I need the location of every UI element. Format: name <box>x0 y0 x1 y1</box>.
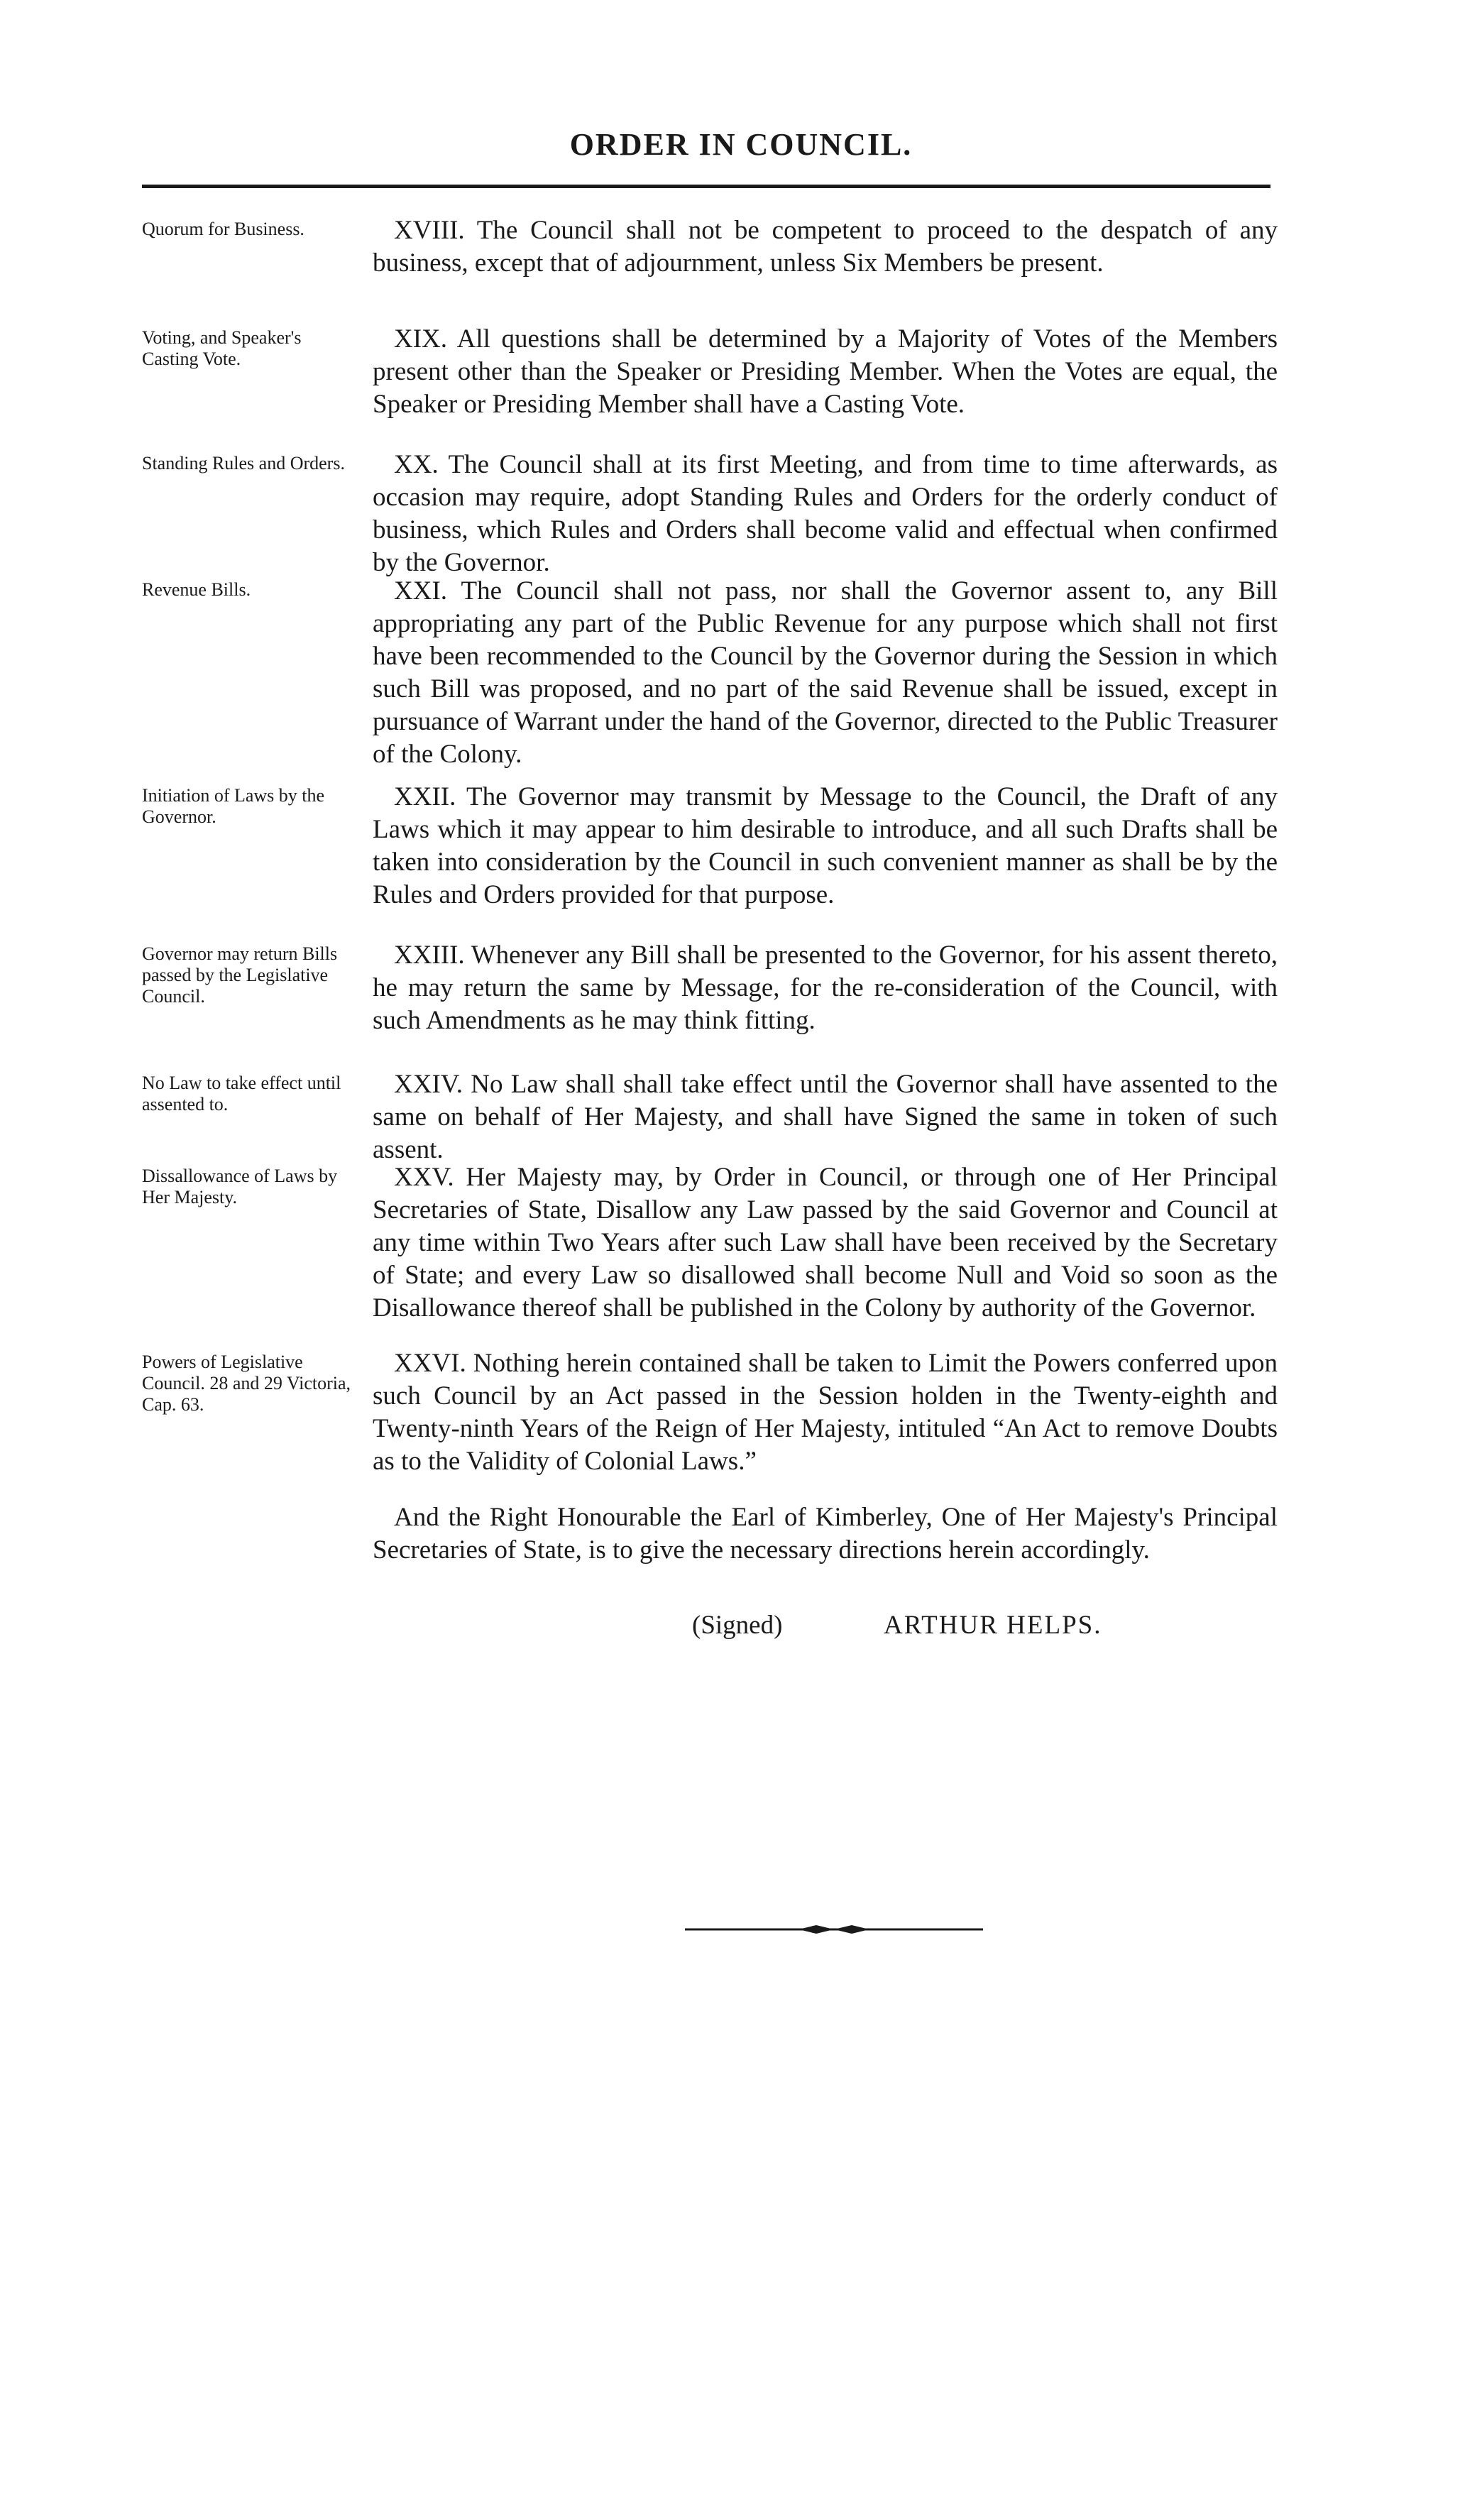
margin-note: Quorum for Business. <box>142 219 304 239</box>
title-rule <box>142 185 1270 188</box>
signed-label: (Signed) <box>692 1611 783 1640</box>
page-title: ORDER IN COUNCIL. <box>569 127 913 162</box>
margin-note: Powers of Legislative Council. 28 and 29 Victoria, Cap. 63. <box>142 1352 351 1415</box>
end-ornament <box>685 1922 983 1936</box>
margin-note: No Law to take effect until assented to. <box>142 1073 341 1114</box>
margin-note: Governor may return Bills passed by the Legislative Council. <box>142 943 338 1007</box>
clause-text: XXIII. Whenever any Bill shall be presented to the Governor, for his assent thereto, he may return the same by Message, for the re-consideration of the Council, with such Amendments as he may think fitting. <box>373 941 1278 1035</box>
clause-text: XXII. The Governor may transmit by Message to the Council, the Draft of any Laws which it may appear to him desirable to introduce, and all such Drafts shall be taken into consideration by the Council in such convenient manner as shall be by the Rules and Orders provided for that purpose. <box>373 782 1278 909</box>
clause-text: XXIV. No Law shall shall take effect until the Governor shall have assented to the same on behalf of Her Majesty, and shall have Signed the same in token of such assent. <box>373 1070 1278 1164</box>
margin-note: Revenue Bills. <box>142 579 251 600</box>
margin-note: Initiation of Laws by the Governor. <box>142 785 325 827</box>
margin-note: Dissallowance of Laws by Her Majesty. <box>142 1166 338 1207</box>
clause-text: XX. The Council shall at its first Meeting, and from time to time afterwards, as occasion may require, adopt Standing Rules and Orders for the orderly conduct of business, which Rules and Orders shall become valid and effectual when confirmed by the Governor. <box>373 450 1278 577</box>
clause-text: XXI. The Council shall not pass, nor shall the Governor assent to, any Bill appropriating any part of the Public Revenue for any purpose which shall not first have been recommended to the Council by the Governor during the Session in which such Bill was proposed, and no part of the said Revenue shall be issued, except in pursuance of Warrant under the hand of the Governor, directed to the Public Treasurer of the Colony. <box>373 576 1278 769</box>
clause-text: XVIII. The Council shall not be competent to proceed to the despatch of any business, except that of adjournment, unless Six Members be present. <box>373 216 1278 278</box>
margin-note: Voting, and Speaker's Casting Vote. <box>142 327 302 369</box>
clause-text: XXV. Her Majesty may, by Order in Council, or through one of Her Principal Secretaries of State, Disallow any Law passed by the said Governor and Council at any time within Two Years after such Law shall have been received by the Secretary of State; and every Law so disallowed shall become Null and Void so soon as the Disallowance thereof shall be published in the Colony by authority of the Governor. <box>373 1163 1278 1322</box>
clause-text: XXVI. Nothing herein contained shall be taken to Limit the Powers conferred upon such Council by an Act passed in the Session holden in the Twenty-eighth and Twenty-ninth Years of the Reign of Her Majesty, intituled “An Act to remove Doubts as to the Validity of Colonial Laws.” <box>373 1349 1278 1476</box>
closing-text: And the Right Honourable the Earl of Kimberley, One of Her Majesty's Principal Secretaries of State, is to give the necessary directions herein accordingly. <box>373 1503 1278 1565</box>
signatory-name: ARTHUR HELPS. <box>884 1611 1102 1640</box>
margin-note: Standing Rules and Orders. <box>142 453 345 473</box>
clause-text: XIX. All questions shall be determined by a Majority of Votes of the Members present other than the Speaker or Presiding Member. When the Votes are equal, the Speaker or Presiding Member shall have a Casting Vote. <box>373 324 1278 419</box>
